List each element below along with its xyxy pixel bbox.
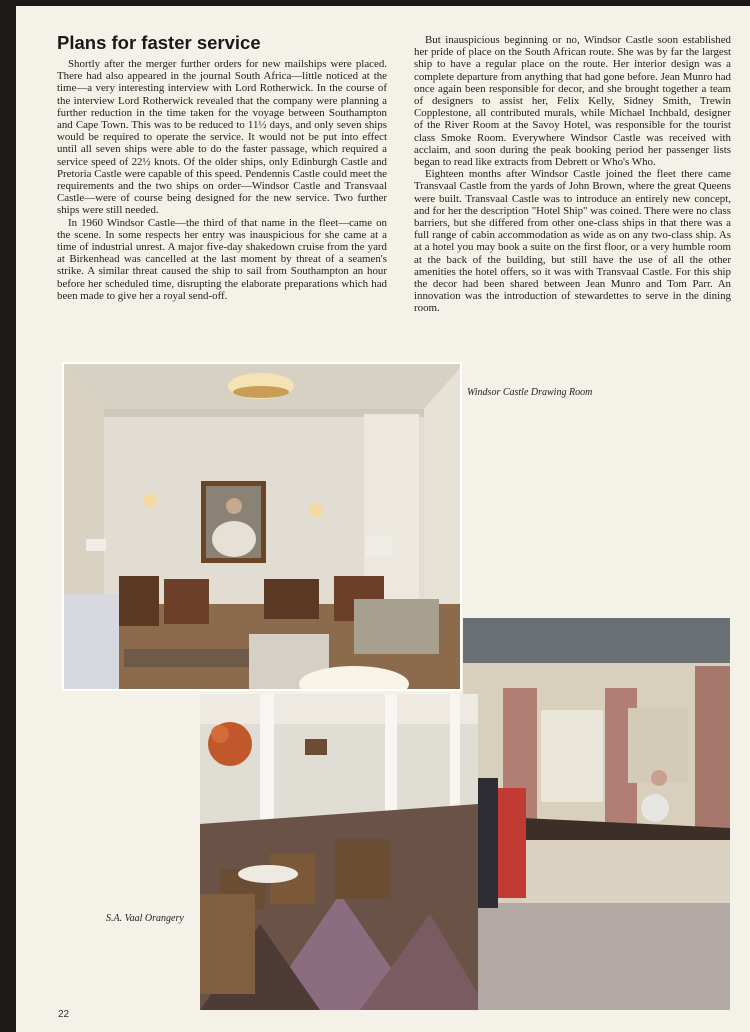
- drawing-room-photo: [62, 362, 462, 691]
- magazine-page: [16, 6, 750, 1032]
- paragraph: Eighteen months after Windsor Castle joined the fleet there came Transvaal Castle from the yards of John Brown, where the great Queens were built. Transvaal Castle was to introduce an entirely new concept, and for her the description "Hotel Ship" was coined. There were no class barriers, but she differed from other one-class ships in that there was a full range of cabin accommodation as wide as on any two-class ship. As at a hotel you may book a suite on the first floor, or a very humble room at the back of the building, but still have the use of all the other amenities the hotel offers, so it was with Transvaal Castle. For this ship the decor had been shared between Jean Munro and Tom Parr. An innovation was the introduction of stewardettes to serve in the dining room.: [414, 168, 731, 315]
- paragraph: But inauspicious beginning or no, Windsor Castle soon established her pride of place on the South African route. She was by far the largest ship to have a regular place on the route. Her interior design was a complete departure from anything that had gone before. Jean Munro had once again been responsible for decor, and she brought together a team of designers to assist her, Felix Kelly, Sidney Smith, Trewin Copplestone, all contributed murals, while Michael Inchbald, designer of the River Room at the Savoy Hotel, was responsible for the tourist class Smoke Room. Everywhere Windsor Castle was received with acclaim, and soon during the peak booking period her passenger lists began to read like extracts from Debrett or Who's Who.: [414, 34, 731, 169]
- bar-room-photo: [463, 618, 730, 1010]
- article-heading: Plans for faster service: [57, 32, 261, 53]
- orangery-caption: S.A. Vaal Orangery: [106, 913, 184, 924]
- paragraph: In 1960 Windsor Castle—the third of that name in the fleet—came on the scene. In some respects her entry was inauspicious for she came at a time of industrial unrest. A major five-day shakedown cruise from the yard at Birkenhead was cancelled at the last moment by threat of a seamen's strike. A similar threat caused the ship to sail from Southampton an hour before her scheduled time, disrupting the elaborate preparations which had been made to give her a royal send-off.: [57, 216, 387, 302]
- orangery-illustration: [200, 694, 478, 1010]
- right-column: [414, 34, 731, 315]
- drawing-room-caption: Windsor Castle Drawing Room: [467, 387, 593, 398]
- paragraph: Shortly after the merger further orders for new mailships were placed. There had also appeared in the journal South Africa—little noticed at the time—a very interesting interview with Lord Rotherwick. In the course of the interview Lord Rotherwick revealed that the company were planning a further reduction in the time taken for the voyage between Southampton and Cape Town. This was to be reduced to 11½ days, and only seven ships would be required to operate the service. It would not be put into effect until all seven ships were able to do the faster passage, which required a service speed of 22½ knots. Of the older ships, only Edinburgh Castle and Pretoria Castle were capable of this speed. Pendennis Castle could meet the requirements and the two ships on order—Windsor Castle and Transvaal Castle—were of course being designed for the new service. Two further ships were still needed.: [57, 58, 387, 217]
- drawing-room-illustration: [64, 364, 462, 691]
- left-column: [57, 58, 387, 302]
- bar-room-illustration: [463, 618, 730, 1010]
- page-number: 22: [58, 1009, 70, 1020]
- orangery-photo: [200, 694, 478, 1010]
